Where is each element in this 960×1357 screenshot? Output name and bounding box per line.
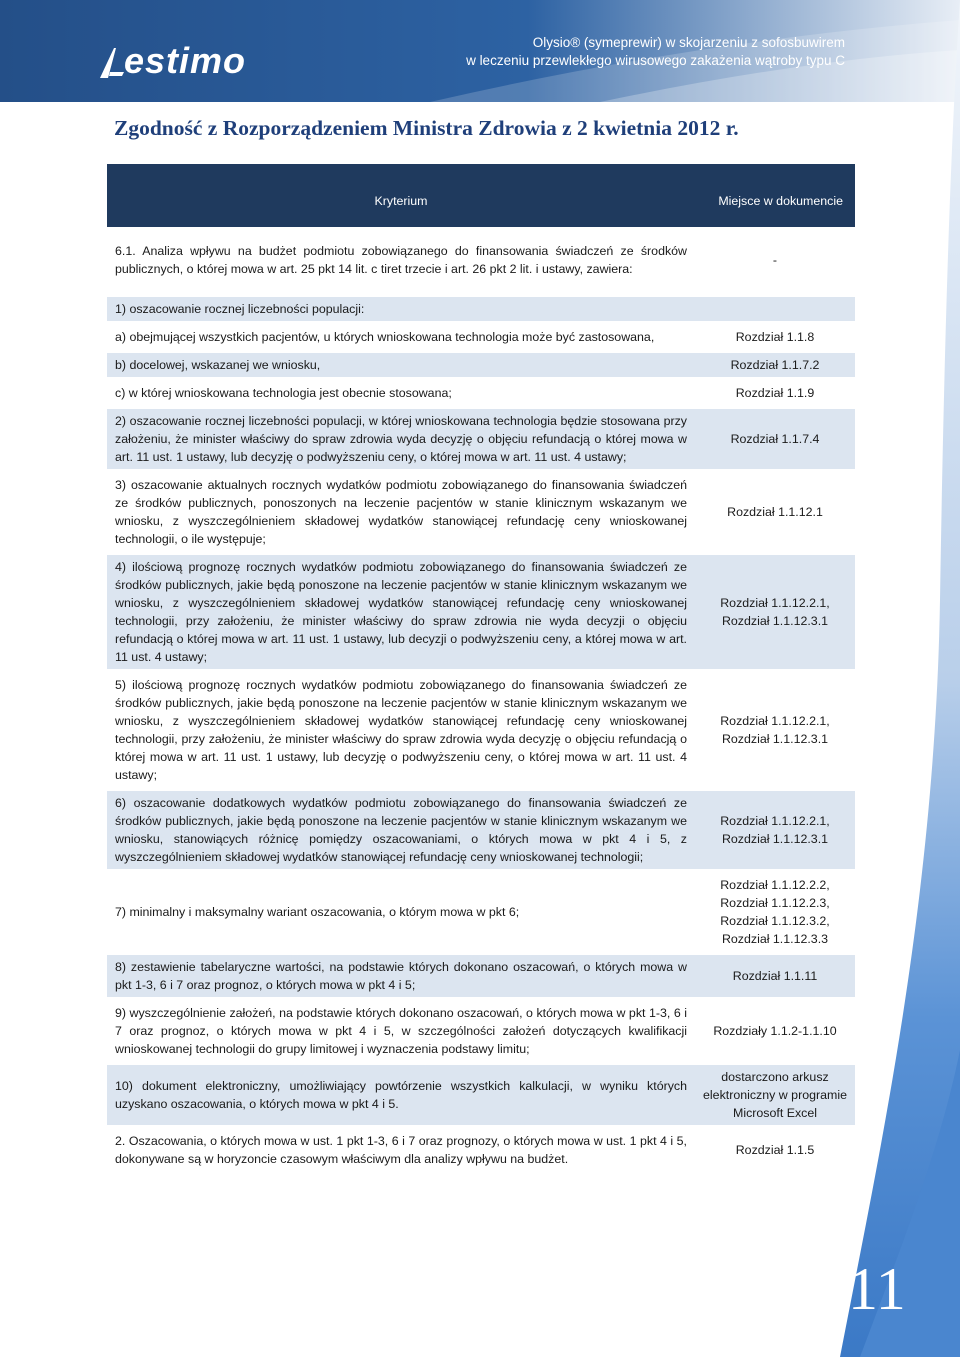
location-cell: Rozdział 1.1.12.1 xyxy=(727,505,823,519)
location-cell: Rozdziały 1.1.2-1.1.10 xyxy=(713,1024,837,1038)
location-cell: Rozdział 1.1.7.4 xyxy=(695,409,855,469)
table-row xyxy=(107,955,855,997)
table-row xyxy=(107,381,855,405)
table-row xyxy=(107,873,855,951)
location-cell: Rozdział 1.1.11 xyxy=(695,955,855,997)
table-row xyxy=(107,297,855,321)
table-body xyxy=(107,227,855,1171)
location-cell: dostarczono arkusz elektroniczny w programie Microsoft Excel xyxy=(695,1065,855,1125)
location-cell: Rozdział 1.1.12.2.1, Rozdział 1.1.12.3.1 xyxy=(720,714,830,746)
table-header-row xyxy=(107,164,855,227)
table-row xyxy=(107,227,855,293)
page-title: Zgodność z Rozporządzeniem Ministra Zdrowia z 2 kwietnia 2012 r. xyxy=(114,116,739,140)
table-row xyxy=(107,353,855,377)
criterion-cell: 8) zestawienie tabelaryczne wartości, na podstawie których dokonano oszacowań, o których mowa w pkt 1-3, 6 i 7 oraz prognoz, o których mowa w pkt 4 i 5; xyxy=(107,955,695,997)
sidebar-decoration xyxy=(840,0,960,1357)
criterion-cell: c) w której wnioskowana technologia jest obecnie stosowana; xyxy=(115,386,452,400)
table-row xyxy=(107,473,855,551)
location-cell: Rozdział 1.1.7.2 xyxy=(695,353,855,377)
criterion-cell: 2. Oszacowania, o których mowa w ust. 1 pkt 1-3, 6 i 7 oraz prognozy, o których mowa w ust. 1 pkt 4 i 5, dokonywane są w horyzoncie czasowym właściwym dla analizy wpływu na budżet. xyxy=(115,1134,687,1166)
location-cell: Rozdział 1.1.9 xyxy=(735,386,815,400)
location-cell xyxy=(695,297,855,321)
criterion-cell: 6) oszacowanie dodatkowych wydatków podmiotu zobowiązanego do finansowania świadczeń ze środków publicznych, jakie będą ponoszone na leczenie pacjentów w stanie klinicznym wskazanym we wniosku, stanowiących różnicę pomiędzy oszacowaniami, o których mowa w pkt 4 i 5, z wyszczególnieniem składowej wydatków stanowiącej refundację ceny wnioskowanej technologii; xyxy=(107,791,695,869)
location-cell: Rozdział 1.1.12.2.2, Rozdział 1.1.12.2.3, Rozdział 1.1.12.3.2, Rozdział 1.1.12.3.3 xyxy=(720,878,830,946)
criterion-cell: 5) ilościową prognozę rocznych wydatków podmiotu zobowiązanego do finansowania świadczeń ze środków publicznych, jakie będą ponoszone na leczenie pacjentów w stanie klinicznym wskazanym we wniosku, z wyszczególnieniem składowej wydatków stanowiącej refundację ceny wnioskowanej technologii, przy założeniu, że minister właściwy do spraw zdrowia wyda decyzję o objęciu refundacją o której mowa w art. 11 ust. 1 ustawy, lub decyzję o podwyższeniu ceny, o której mowa w art. 11 ust. 4 ustawy; xyxy=(115,678,687,782)
criterion-cell: 4) ilościową prognozę rocznych wydatków podmiotu zobowiązanego do finansowania świadczeń ze środków publicznych, jakie będą ponoszone na leczenie pacjentów w stanie klinicznym wskazanym we wniosku, z wyszczególnieniem składowej wydatków stanowiącej refundację ceny wnioskowanej technologii, przy założeniu, że minister właściwy do spraw zdrowia nie wyda decyzji o objęciu refundacją o której mowa w art. 11 ust. 1 ustawy, lub decyzji o podwyższeniu ceny, a której mowa w art. 11 ust. 4 ustawy; xyxy=(107,555,695,669)
logo-arrow-icon xyxy=(98,44,124,80)
header-line-1: Olysio® (symeprewir) w skojarzeniu z sofosbuwirem xyxy=(532,35,845,50)
table-row xyxy=(107,1129,855,1171)
criterion-cell: 7) minimalny i maksymalny wariant oszacowania, o którym mowa w pkt 6; xyxy=(115,905,520,919)
location-cell: - xyxy=(772,253,778,267)
column-header-location: Miejsce w dokumencie xyxy=(695,164,855,227)
page-number: 11 xyxy=(848,1256,906,1322)
criteria-table xyxy=(107,164,855,1171)
location-cell: Rozdział 1.1.5 xyxy=(735,1143,815,1157)
estimo-logo xyxy=(98,42,246,80)
criterion-cell: a) obejmującej wszystkich pacjentów, u których wnioskowana technologia może być zastosowana, xyxy=(115,330,655,344)
table-row xyxy=(107,673,855,787)
header-subtitle xyxy=(466,34,845,70)
location-cell: Rozdział 1.1.8 xyxy=(735,330,815,344)
table-row xyxy=(107,1001,855,1061)
location-cell: Rozdział 1.1.12.2.1, Rozdział 1.1.12.3.1 xyxy=(695,791,855,869)
criterion-cell: b) docelowej, wskazanej we wniosku, xyxy=(107,353,695,377)
logo-text: estimo xyxy=(124,40,247,81)
table-row xyxy=(107,1065,855,1125)
criterion-cell: 2) oszacowanie rocznej liczebności populacji, w której wnioskowana technologia będzie stosowana przy założeniu, że minister właściwy do spraw zdrowia wyda decyzję o objęciu refundacją o której mowa w art. 11 ust. 1 ustawy, lub decyzję o podwyższeniu ceny, o której mowa w art. 11 ust. 4 ustawy; xyxy=(107,409,695,469)
criterion-cell: 3) oszacowanie aktualnych rocznych wydatków podmiotu zobowiązanego do finansowania świadczeń ze środków publicznych, ponoszonych na leczenie pacjentów w stanie klinicznym wskazanym we wniosku, z wyszczególnieniem składowej wydatków stanowiącej refundację ceny wnioskowanej technologii, o ile występuje; xyxy=(115,478,687,546)
table-row xyxy=(107,791,855,869)
criterion-cell: 10) dokument elektroniczny, umożliwiający powtórzenie wszystkich kalkulacji, w wyniku których uzyskano oszacowania, o których mowa w pkt 4 i 5. xyxy=(107,1065,695,1125)
column-header-criterion: Kryterium xyxy=(107,164,695,227)
table-row xyxy=(107,555,855,669)
location-cell: Rozdział 1.1.12.2.1, Rozdział 1.1.12.3.1 xyxy=(695,555,855,669)
table-row xyxy=(107,409,855,469)
header-line-2: w leczeniu przewlekłego wirusowego zakażenia wątroby typu C xyxy=(466,53,845,68)
criterion-cell: 6.1. Analiza wpływu na budżet podmiotu zobowiązanego do finansowania świadczeń ze środków publicznych, o której mowa w art. 25 pkt 14 lit. c tiret trzecie i art. 26 pkt 2 lit. i ustawy, zawiera: xyxy=(115,244,687,276)
header-banner xyxy=(0,0,960,102)
table-row xyxy=(107,325,855,349)
criterion-cell: 1) oszacowanie rocznej liczebności populacji: xyxy=(107,297,695,321)
criterion-cell: 9) wyszczególnienie założeń, na podstawie których dokonano oszacowań, o których mowa w pkt 1-3, 6 i 7 oraz prognoz, o których mowa w pkt 4 i 5, w szczególności założeń dotyczących kwalifikacji wnioskowanej technologii do grupy limitowej i wyznaczenia podstawy limitu; xyxy=(115,1006,687,1056)
